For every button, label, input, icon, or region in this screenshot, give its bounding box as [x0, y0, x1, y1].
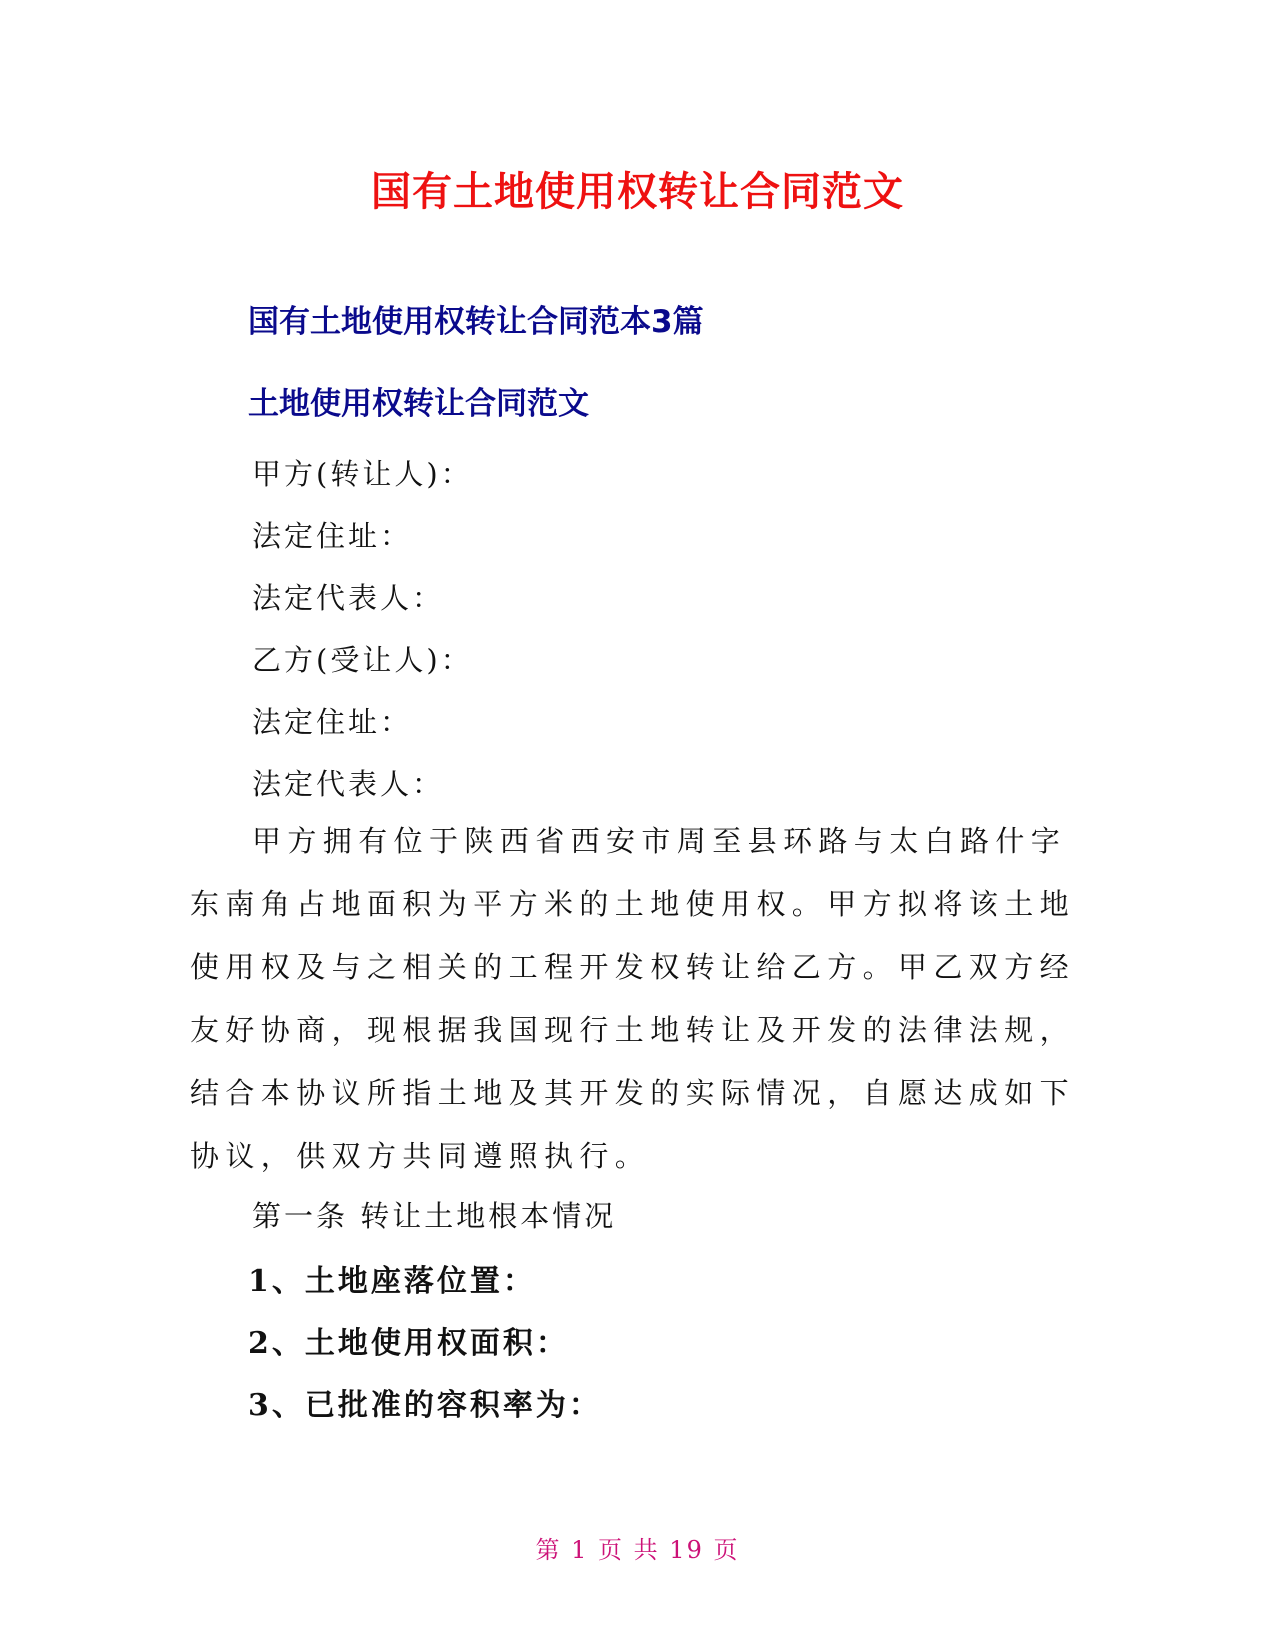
- article-1-heading: 第一条 转让土地根本情况: [252, 1199, 617, 1233]
- item-land-area: 2、土地使用权面积：: [248, 1326, 569, 1361]
- party-a-representative-line: 法定代表人：: [252, 581, 445, 615]
- subheading-collection: 国有土地使用权转让合同范本3篇: [248, 304, 704, 340]
- item-land-location: 1、土地座落位置：: [248, 1264, 536, 1299]
- party-b-address-line: 法定住址：: [252, 705, 413, 739]
- body-paragraph: [190, 810, 1090, 1188]
- party-b-line: 乙方(受让人)：: [252, 643, 473, 677]
- page-number-footer: 第 1 页 共 19 页: [535, 1536, 740, 1564]
- document-title: 国有土地使用权转让合同范文: [371, 169, 904, 215]
- party-a-address-line: 法定住址：: [252, 519, 413, 553]
- item-plot-ratio: 3、已批准的容积率为：: [248, 1388, 602, 1423]
- party-a-line: 甲方(转让人)：: [252, 457, 473, 491]
- subheading-contract: 土地使用权转让合同范文: [248, 386, 589, 422]
- party-b-representative-line: 法定代表人：: [252, 767, 445, 801]
- body-paragraph-text: 甲方拥有位于陕西省西安市周至县环路与太白路什字东南角占地面积为平方米的土地使用权。甲方拟将该土地使用权及与之相关的工程开发权转让给乙方。甲乙双方经友好协商，现根据我国现行土地转让及开发的法律法规，结合本协议所指土地及其开发的实际情况，自愿达成如下协议，供双方共同遵照执行。: [190, 824, 1076, 1173]
